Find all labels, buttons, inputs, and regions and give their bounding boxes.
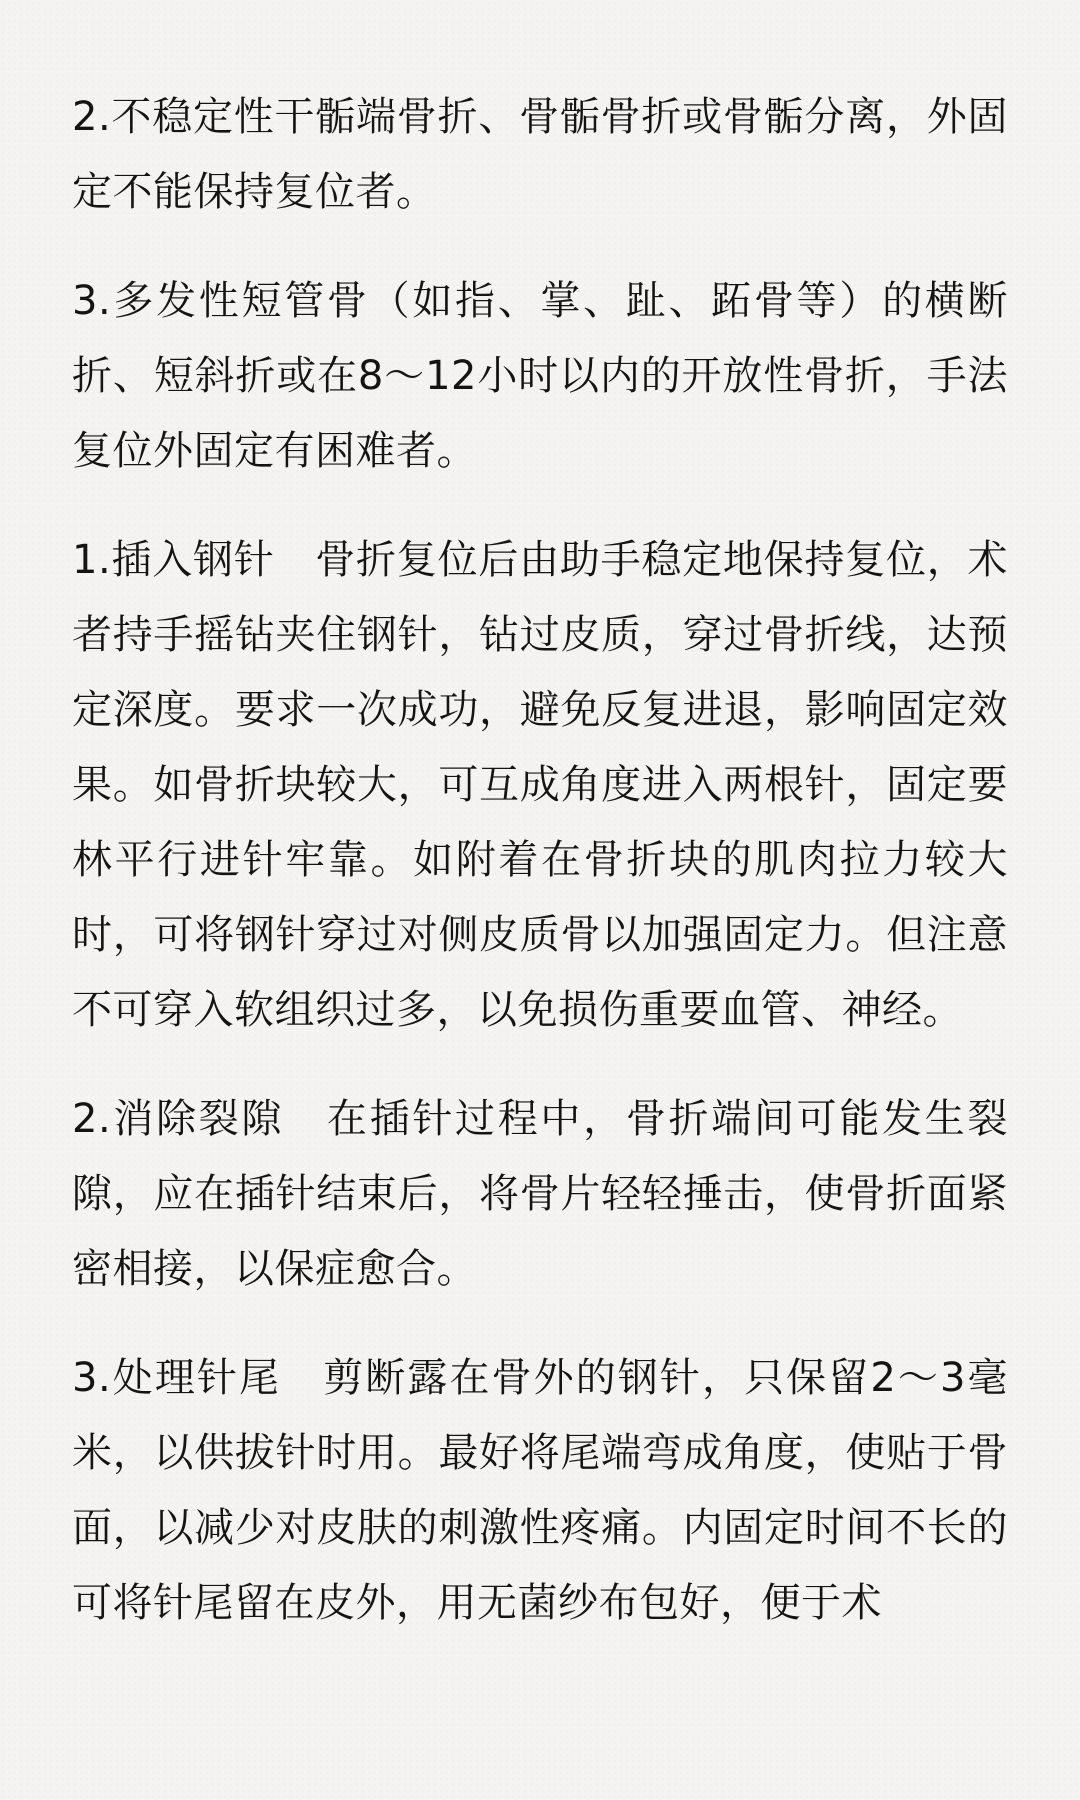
paragraph-eliminate-gap: 2.消除裂隙 在插针过程中，骨折端间可能发生裂隙，应在插针结束后，将骨片轻轻捶击，使骨折面紧密相接，以保症愈合。 bbox=[72, 1096, 1008, 1292]
paragraph-insert-pin: 1.插入钢针 骨折复位后由助手稳定地保持复位，术者持手摇钻夹住钢针，钻过皮质，穿过骨折线，达预定深度。要求一次成功，避免反复进退，影响固定效果。如骨折块较大，可互成角度进入两根针，固定要林平行进针牢靠。如附着在骨折块的肌肉拉力较大时，可将钢针穿过对侧皮质骨以加强固定力。但注意不可穿入软组织过多，以免损伤重要血管、神经。 bbox=[72, 537, 1008, 1033]
paragraph-short-bone-fracture: 3.多发性短管骨（如指、掌、趾、跖骨等）的横断折、短斜折或在8～12小时以内的开放性骨折，手法复位外固定有困难者。 bbox=[72, 278, 1008, 474]
paragraph-unstable-fracture: 2.不稳定性干骺端骨折、骨骺骨折或骨骺分离，外固定不能保持复位者。 bbox=[72, 94, 1008, 215]
paragraph-handle-pin-tail: 3.处理针尾 剪断露在骨外的钢针，只保留2～3毫米，以供拔针时用。最好将尾端弯成角度，使贴于骨面，以减少对皮肤的刺激性疼痛。内固定时间不长的可将针尾留在皮外，用无菌纱布包好，便于术 bbox=[72, 1355, 1008, 1626]
